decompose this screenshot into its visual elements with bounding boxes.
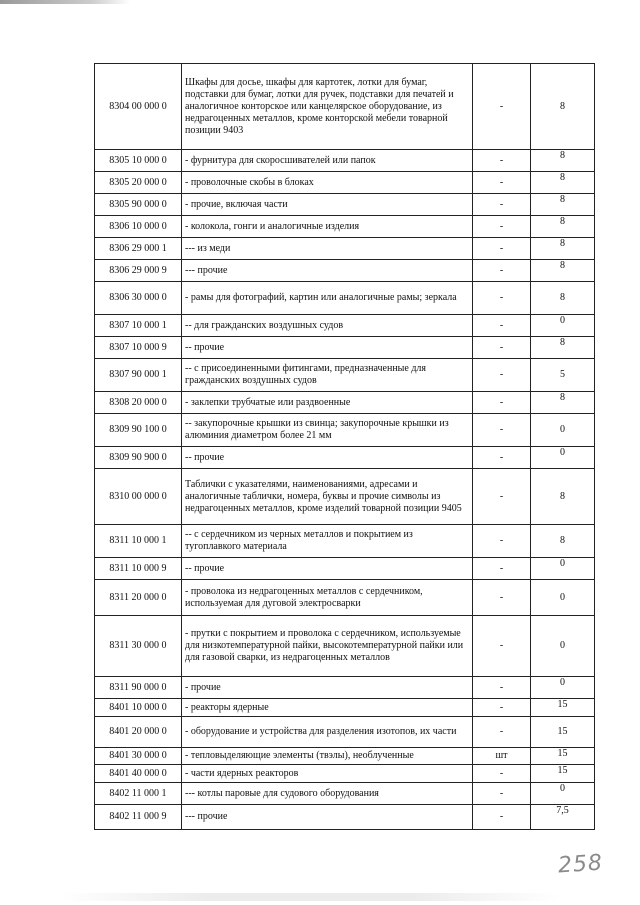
page-number: 258 bbox=[557, 850, 604, 879]
commodity-code: 8311 20 000 0 bbox=[95, 580, 182, 616]
unit-of-measure: - bbox=[473, 392, 531, 414]
duty-rate bbox=[531, 748, 595, 765]
unit-of-measure: - bbox=[473, 359, 531, 392]
scan-artifact bbox=[60, 893, 560, 901]
commodity-code: 8306 30 000 0 bbox=[95, 282, 182, 315]
duty-rate-value: 8 bbox=[560, 337, 565, 348]
table-row bbox=[95, 216, 595, 238]
unit-of-measure: - bbox=[473, 580, 531, 616]
unit-of-measure: - bbox=[473, 238, 531, 260]
commodity-description: - части ядерных реакторов bbox=[182, 765, 473, 783]
commodity-description: -- для гражданских воздушных судов bbox=[182, 315, 473, 337]
duty-rate: 0 bbox=[531, 616, 595, 677]
unit-of-measure: - bbox=[473, 414, 531, 447]
commodity-code: 8306 10 000 0 bbox=[95, 216, 182, 238]
unit-of-measure: - bbox=[473, 282, 531, 315]
table-row bbox=[95, 525, 595, 558]
commodity-code: 8402 11 000 1 bbox=[95, 783, 182, 805]
table-row bbox=[95, 359, 595, 392]
table-row bbox=[95, 580, 595, 616]
table-row bbox=[95, 194, 595, 216]
commodity-code: 8305 90 000 0 bbox=[95, 194, 182, 216]
unit-of-measure: - bbox=[473, 765, 531, 783]
table-row bbox=[95, 558, 595, 580]
table-row bbox=[95, 414, 595, 447]
duty-rate bbox=[531, 337, 595, 359]
duty-rate bbox=[531, 392, 595, 414]
duty-rate-value: 8 bbox=[560, 150, 565, 161]
commodity-description: --- котлы паровые для судового оборудования bbox=[182, 783, 473, 805]
commodity-description: - оборудование и устройства для разделения изотопов, их части bbox=[182, 717, 473, 748]
commodity-code: 8401 40 000 0 bbox=[95, 765, 182, 783]
commodity-code: 8306 29 000 9 bbox=[95, 260, 182, 282]
duty-rate-value: 8 bbox=[560, 392, 565, 403]
duty-rate-value: 7,5 bbox=[556, 805, 569, 816]
duty-rate-value: 8 bbox=[560, 194, 565, 205]
table-row bbox=[95, 717, 595, 748]
commodity-code: 8305 10 000 0 bbox=[95, 150, 182, 172]
table-row bbox=[95, 260, 595, 282]
table-row bbox=[95, 805, 595, 830]
commodity-description: - рамы для фотографий, картин или аналогичные рамы; зеркала bbox=[182, 282, 473, 315]
unit-of-measure: - bbox=[473, 525, 531, 558]
commodity-description: -- прочие bbox=[182, 447, 473, 469]
unit-of-measure: - bbox=[473, 469, 531, 525]
table-row bbox=[95, 748, 595, 765]
commodity-code: 8311 30 000 0 bbox=[95, 616, 182, 677]
table-row bbox=[95, 447, 595, 469]
duty-rate: 0 bbox=[531, 580, 595, 616]
commodity-code: 8305 20 000 0 bbox=[95, 172, 182, 194]
commodity-code: 8402 11 000 9 bbox=[95, 805, 182, 830]
unit-of-measure: - bbox=[473, 447, 531, 469]
commodity-description: --- прочие bbox=[182, 260, 473, 282]
duty-rate: 15 bbox=[531, 717, 595, 748]
duty-rate bbox=[531, 238, 595, 260]
commodity-description: -- прочие bbox=[182, 558, 473, 580]
unit-of-measure: шт bbox=[473, 748, 531, 765]
commodity-code: 8401 20 000 0 bbox=[95, 717, 182, 748]
commodity-description: --- прочие bbox=[182, 805, 473, 830]
commodity-description: -- с сердечником из черных металлов и покрытием из тугоплавкого материала bbox=[182, 525, 473, 558]
unit-of-measure: - bbox=[473, 699, 531, 717]
duty-rate-value: 0 bbox=[560, 783, 565, 794]
commodity-description: - колокола, гонги и аналогичные изделия bbox=[182, 216, 473, 238]
duty-rate-value: 15 bbox=[557, 765, 568, 776]
unit-of-measure: - bbox=[473, 150, 531, 172]
unit-of-measure: - bbox=[473, 260, 531, 282]
duty-rate-value: 8 bbox=[560, 260, 565, 271]
duty-rate bbox=[531, 172, 595, 194]
unit-of-measure: - bbox=[473, 677, 531, 699]
scan-artifact bbox=[0, 0, 130, 4]
duty-rate bbox=[531, 699, 595, 717]
duty-rate-value: 15 bbox=[557, 699, 568, 710]
tariff-table bbox=[94, 63, 595, 830]
commodity-code: 8401 10 000 0 bbox=[95, 699, 182, 717]
duty-rate-value: 0 bbox=[560, 315, 565, 326]
table-row bbox=[95, 677, 595, 699]
unit-of-measure: - bbox=[473, 616, 531, 677]
table-row bbox=[95, 783, 595, 805]
duty-rate: 5 bbox=[531, 359, 595, 392]
commodity-code: 8307 10 000 9 bbox=[95, 337, 182, 359]
commodity-description: - заклепки трубчатые или раздвоенные bbox=[182, 392, 473, 414]
duty-rate bbox=[531, 783, 595, 805]
unit-of-measure: - bbox=[473, 64, 531, 150]
commodity-description: - проволока из недрагоценных металлов с сердечником, используемая для дуговой электросварки bbox=[182, 580, 473, 616]
duty-rate: 8 bbox=[531, 469, 595, 525]
commodity-description: -- с присоединенными фитингами, предназначенные для гражданских воздушных судов bbox=[182, 359, 473, 392]
duty-rate bbox=[531, 216, 595, 238]
duty-rate-value: 8 bbox=[560, 172, 565, 183]
duty-rate-value: 15 bbox=[557, 748, 568, 759]
duty-rate: 8 bbox=[531, 64, 595, 150]
commodity-code: 8311 10 000 1 bbox=[95, 525, 182, 558]
commodity-description: Таблички с указателями, наименованиями, адресами и аналогичные таблички, номера, буквы и прочие символы из недрагоценных металлов, кроме изделий товарной позиции 9405 bbox=[182, 469, 473, 525]
commodity-code: 8309 90 900 0 bbox=[95, 447, 182, 469]
duty-rate-value: 0 bbox=[560, 447, 565, 458]
duty-rate bbox=[531, 315, 595, 337]
commodity-description: - реакторы ядерные bbox=[182, 699, 473, 717]
unit-of-measure: - bbox=[473, 172, 531, 194]
table-row bbox=[95, 315, 595, 337]
table-row bbox=[95, 238, 595, 260]
unit-of-measure: - bbox=[473, 315, 531, 337]
unit-of-measure: - bbox=[473, 337, 531, 359]
unit-of-measure: - bbox=[473, 717, 531, 748]
commodity-code: 8310 00 000 0 bbox=[95, 469, 182, 525]
commodity-code: 8307 90 000 1 bbox=[95, 359, 182, 392]
commodity-description: - фурнитура для скоросшивателей или папок bbox=[182, 150, 473, 172]
commodity-description: - проволочные скобы в блоках bbox=[182, 172, 473, 194]
table-row bbox=[95, 392, 595, 414]
duty-rate bbox=[531, 558, 595, 580]
duty-rate bbox=[531, 765, 595, 783]
duty-rate: 0 bbox=[531, 414, 595, 447]
duty-rate bbox=[531, 194, 595, 216]
unit-of-measure: - bbox=[473, 805, 531, 830]
table-row bbox=[95, 282, 595, 315]
duty-rate-value: 8 bbox=[560, 216, 565, 227]
duty-rate bbox=[531, 150, 595, 172]
duty-rate: 8 bbox=[531, 525, 595, 558]
commodity-description: - прочие bbox=[182, 677, 473, 699]
commodity-code: 8307 10 000 1 bbox=[95, 315, 182, 337]
table-row bbox=[95, 699, 595, 717]
commodity-code: 8308 20 000 0 bbox=[95, 392, 182, 414]
table-row bbox=[95, 616, 595, 677]
commodity-code: 8304 00 000 0 bbox=[95, 64, 182, 150]
duty-rate-value: 8 bbox=[560, 238, 565, 249]
commodity-code: 8306 29 000 1 bbox=[95, 238, 182, 260]
commodity-code: 8311 10 000 9 bbox=[95, 558, 182, 580]
commodity-code: 8311 90 000 0 bbox=[95, 677, 182, 699]
duty-rate-value: 0 bbox=[560, 677, 565, 688]
commodity-description: - тепловыделяющие элементы (твэлы), необлученные bbox=[182, 748, 473, 765]
unit-of-measure: - bbox=[473, 194, 531, 216]
commodity-description: - прутки с покрытием и проволока с сердечником, используемые для низкотемпературной пайки, высокотемпературной пайки или для газовой сварки, из недрагоценных металлов bbox=[182, 616, 473, 677]
duty-rate bbox=[531, 260, 595, 282]
table-row bbox=[95, 150, 595, 172]
duty-rate: 8 bbox=[531, 282, 595, 315]
table-row bbox=[95, 337, 595, 359]
unit-of-measure: - bbox=[473, 558, 531, 580]
table-row bbox=[95, 64, 595, 150]
table-row bbox=[95, 765, 595, 783]
commodity-code: 8309 90 100 0 bbox=[95, 414, 182, 447]
duty-rate-value: 0 bbox=[560, 558, 565, 569]
unit-of-measure: - bbox=[473, 783, 531, 805]
duty-rate bbox=[531, 805, 595, 830]
commodity-description: -- закупорочные крышки из свинца; закупорочные крышки из алюминия диаметром более 21 мм bbox=[182, 414, 473, 447]
duty-rate bbox=[531, 447, 595, 469]
commodity-description: - прочие, включая части bbox=[182, 194, 473, 216]
unit-of-measure: - bbox=[473, 216, 531, 238]
commodity-description: Шкафы для досье, шкафы для картотек, лотки для бумаг, подставки для бумаг, лотки для ручек, подставки для печатей и аналогичное конторское или канцелярское оборудование, из недрагоценных металлов, кроме конторской мебели товарной позиции 9403 bbox=[182, 64, 473, 150]
commodity-description: -- прочие bbox=[182, 337, 473, 359]
table-row bbox=[95, 469, 595, 525]
table-row bbox=[95, 172, 595, 194]
commodity-description: --- из меди bbox=[182, 238, 473, 260]
duty-rate bbox=[531, 677, 595, 699]
commodity-code: 8401 30 000 0 bbox=[95, 748, 182, 765]
